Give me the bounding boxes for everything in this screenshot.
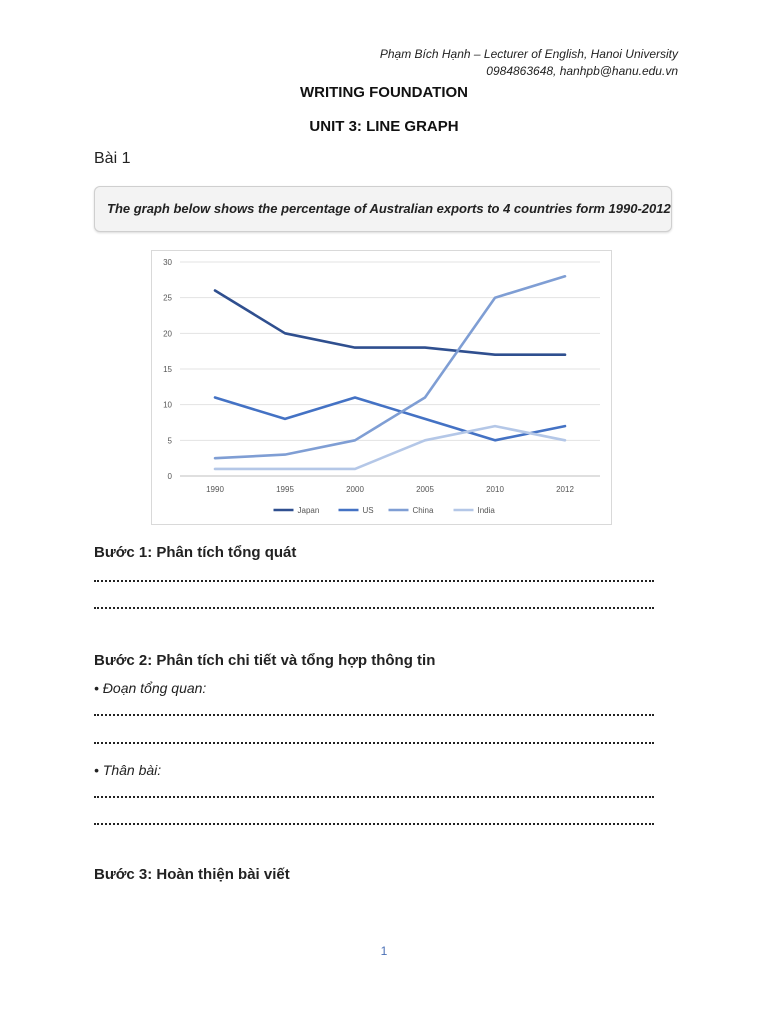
series-line-india — [215, 426, 565, 469]
step2-text: : Phân tích chi tiết và tổng hợp thông tin — [147, 652, 436, 669]
step1-heading — [94, 544, 296, 561]
body-label: • Thân bài: — [94, 762, 162, 778]
x-tick-label: 1990 — [206, 485, 224, 494]
x-tick-label: 2000 — [346, 485, 364, 494]
author-line: Phạm Bích Hạnh – Lecturer of English, Hanoi University — [379, 47, 678, 61]
author-header — [380, 46, 678, 80]
step1-number: Bước 1 — [94, 544, 148, 561]
overview-label: • Đoạn tổng quan: — [94, 680, 207, 696]
series-line-japan — [215, 291, 565, 355]
step3-number: Bước 3 — [94, 866, 148, 883]
line-chart — [151, 250, 612, 525]
answer-line-2[interactable] — [94, 607, 654, 609]
x-tick-label: 2012 — [556, 485, 574, 494]
chart-svg — [152, 251, 611, 524]
unit-title: UNIT 3: LINE GRAPH — [309, 118, 459, 135]
x-tick-label: 1995 — [276, 485, 294, 494]
answer-line-5[interactable] — [94, 796, 654, 798]
legend-label-india: India — [477, 506, 495, 515]
y-tick-label: 25 — [163, 293, 172, 303]
page-number: 1 — [380, 944, 388, 958]
contact-line: 0984863648, hanhpb@hanu.edu.vn — [486, 64, 678, 78]
step2-heading — [94, 652, 435, 669]
legend-label-china: China — [412, 506, 434, 515]
legend-label-japan: Japan — [297, 506, 320, 515]
y-tick-label: 15 — [163, 365, 172, 374]
answer-line-3[interactable] — [94, 714, 654, 716]
step3-text: : Hoàn thiện bài viết — [147, 866, 290, 883]
answer-line-6[interactable] — [94, 823, 654, 825]
document-title: WRITING FOUNDATION — [299, 84, 469, 101]
y-tick-label: 30 — [163, 258, 172, 267]
step1-text: : Phân tích tổng quát — [147, 544, 297, 561]
step3-heading — [94, 866, 290, 883]
prompt-text: The graph below shows the percentage of Australian exports to 4 countries form 1990-2012 — [107, 201, 671, 216]
exercise-label: Bài 1 — [94, 150, 131, 167]
x-tick-label: 2005 — [416, 485, 434, 494]
y-tick-label: 5 — [167, 436, 172, 446]
prompt-box — [94, 186, 672, 232]
step2-number: Bước 2 — [94, 652, 148, 669]
y-tick-label: 0 — [167, 472, 172, 481]
answer-line-1[interactable] — [94, 580, 654, 582]
y-tick-label: 10 — [163, 400, 172, 410]
answer-line-4[interactable] — [94, 742, 654, 744]
y-tick-label: 20 — [163, 329, 172, 339]
legend-label-us: US — [362, 506, 374, 515]
x-tick-label: 2010 — [486, 485, 504, 494]
